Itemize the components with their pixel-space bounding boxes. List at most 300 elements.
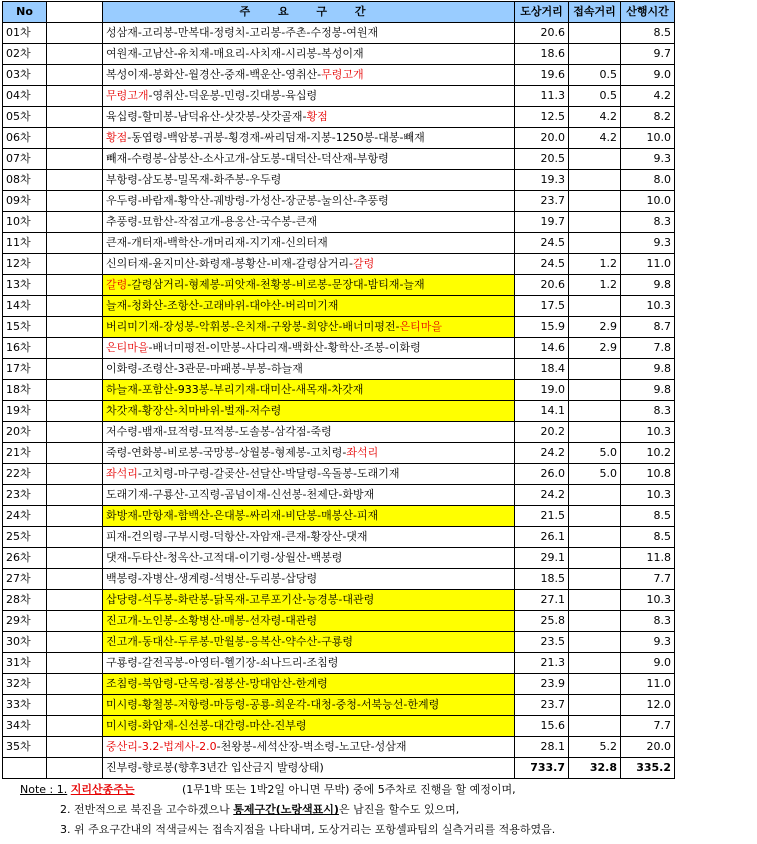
total-row <box>3 758 675 779</box>
row-dist-cell: 20.2 <box>515 422 569 443</box>
row-route-cell <box>103 611 515 632</box>
row-dist-cell: 12.5 <box>515 107 569 128</box>
row-route-cell <box>103 296 515 317</box>
row-dist-cell: 20.0 <box>515 128 569 149</box>
row-time-cell: 9.3 <box>621 632 675 653</box>
row-time-cell: 8.5 <box>621 23 675 44</box>
row-access-cell <box>569 359 621 380</box>
row-no-cell: 21차 <box>3 443 47 464</box>
table-row <box>3 65 675 86</box>
row-route-cell <box>103 401 515 422</box>
route-text: 진고개-동대산-두루봉-만월봉-응복산-약수산-구룡령 <box>106 635 353 648</box>
note-2-pre: 2. 전반적으로 북진을 고수하겠으나 <box>60 803 230 816</box>
access-point-text: 황점 <box>106 131 128 144</box>
row-time-cell: 9.8 <box>621 380 675 401</box>
row-route-cell <box>103 380 515 401</box>
row-no-cell: 27차 <box>3 569 47 590</box>
row-access-cell <box>569 506 621 527</box>
row-route-cell <box>103 128 515 149</box>
row-route-cell <box>103 86 515 107</box>
row-blank-cell <box>47 422 103 443</box>
row-time-cell: 20.0 <box>621 737 675 758</box>
route-text: 댓재-두타산-청옥산-고적대-이기령-상월산-백봉령 <box>106 551 343 564</box>
row-route-cell <box>103 233 515 254</box>
route-text: 이화령-조령산-3관문-마패봉-부봉-하늘재 <box>106 362 303 375</box>
row-dist-cell: 28.1 <box>515 737 569 758</box>
access-point-text: 무령고개 <box>106 89 149 102</box>
total-access-cell: 32.8 <box>569 758 621 779</box>
table-row <box>3 569 675 590</box>
row-no-cell: 23차 <box>3 485 47 506</box>
row-no-cell: 17차 <box>3 359 47 380</box>
route-text: 화방재-만항재-함백산-은대봉-싸리재-비단봉-매봉산-피재 <box>106 509 379 522</box>
row-dist-cell: 24.5 <box>515 233 569 254</box>
row-time-cell: 8.3 <box>621 401 675 422</box>
row-dist-cell: 26.0 <box>515 464 569 485</box>
row-dist-cell: 24.2 <box>515 485 569 506</box>
row-dist-cell: 19.7 <box>515 212 569 233</box>
row-no-cell: 28차 <box>3 590 47 611</box>
row-no-cell: 29차 <box>3 611 47 632</box>
row-blank-cell <box>47 737 103 758</box>
row-no-cell: 03차 <box>3 65 47 86</box>
row-dist-cell: 20.5 <box>515 149 569 170</box>
row-dist-cell: 26.1 <box>515 527 569 548</box>
row-dist-cell: 27.1 <box>515 590 569 611</box>
route-text: 피재-건의령-구부시령-덕항산-자암재-큰재-황장산-댓재 <box>106 530 368 543</box>
row-dist-cell: 17.5 <box>515 296 569 317</box>
row-no-cell: 16차 <box>3 338 47 359</box>
row-access-cell <box>569 590 621 611</box>
route-text: -갈령삼거리-형제봉-피앗재-천황봉-비로봉-문장대-밤티재-늘재 <box>127 278 425 291</box>
header-hike-time: 산행시간 <box>621 2 675 23</box>
header-route: 주 요 구 간 <box>103 2 515 23</box>
row-dist-cell: 23.7 <box>515 191 569 212</box>
row-dist-cell: 19.6 <box>515 65 569 86</box>
row-dist-cell: 21.5 <box>515 506 569 527</box>
row-dist-cell: 29.1 <box>515 548 569 569</box>
table-row <box>3 149 675 170</box>
row-time-cell: 7.8 <box>621 338 675 359</box>
row-blank-cell <box>47 65 103 86</box>
table-row <box>3 359 675 380</box>
row-route-cell <box>103 569 515 590</box>
table-row <box>3 23 675 44</box>
row-blank-cell <box>47 569 103 590</box>
table-row <box>3 86 675 107</box>
row-time-cell: 10.0 <box>621 128 675 149</box>
table-row <box>3 317 675 338</box>
row-time-cell: 8.5 <box>621 506 675 527</box>
access-point-text: 황점 <box>306 110 328 123</box>
row-route-cell <box>103 695 515 716</box>
route-text: 버리미기재-장성봉-악휘봉-은치재-구왕봉-희양산-배너미평전- <box>106 320 400 333</box>
route-text: 성삼재-고리봉-만복대-정령치-고리봉-주촌-수정봉-여원재 <box>106 26 379 39</box>
row-no-cell: 30차 <box>3 632 47 653</box>
row-no-cell: 02차 <box>3 44 47 65</box>
row-time-cell: 10.3 <box>621 590 675 611</box>
row-dist-cell: 18.4 <box>515 359 569 380</box>
row-blank-cell <box>47 380 103 401</box>
row-no-cell: 19차 <box>3 401 47 422</box>
row-time-cell: 10.3 <box>621 296 675 317</box>
row-route-cell <box>103 632 515 653</box>
total-dist-cell: 733.7 <box>515 758 569 779</box>
row-time-cell: 7.7 <box>621 716 675 737</box>
table-row <box>3 527 675 548</box>
row-dist-cell: 24.5 <box>515 254 569 275</box>
row-access-cell: 4.2 <box>569 107 621 128</box>
row-blank-cell <box>47 443 103 464</box>
row-time-cell: 8.0 <box>621 170 675 191</box>
row-access-cell <box>569 44 621 65</box>
row-blank-cell <box>47 233 103 254</box>
row-dist-cell: 18.5 <box>515 569 569 590</box>
access-point-text: 무령고개 <box>321 68 364 81</box>
total-blank-cell <box>47 758 103 779</box>
table-row <box>3 653 675 674</box>
table-row <box>3 128 675 149</box>
row-access-cell <box>569 611 621 632</box>
row-route-cell <box>103 44 515 65</box>
access-point-text: 은티마을 <box>106 341 149 354</box>
table-row <box>3 716 675 737</box>
row-access-cell <box>569 233 621 254</box>
row-access-cell: 0.5 <box>569 65 621 86</box>
route-text: -배너미평전-이만봉-사다리재-백화산-황학산-조봉-이화령 <box>148 341 421 354</box>
table-row <box>3 275 675 296</box>
row-route-cell <box>103 443 515 464</box>
header-blank <box>47 2 103 23</box>
row-route-cell <box>103 527 515 548</box>
route-text: 신의터재-윤지미산-화령재-봉황산-비재-갈령삼거리- <box>106 257 353 270</box>
row-route-cell <box>103 275 515 296</box>
note-2-bold: 통제구간(노랑색표시) <box>233 803 339 816</box>
row-blank-cell <box>47 716 103 737</box>
route-text: 차갓재-황장산-치마바위-벌재-저수령 <box>106 404 282 417</box>
route-text: 육십령-할미봉-남덕유산-삿갓봉-삿갓골재- <box>106 110 307 123</box>
table-row <box>3 443 675 464</box>
note-line-1 <box>20 780 755 800</box>
row-blank-cell <box>47 275 103 296</box>
row-dist-cell: 25.8 <box>515 611 569 632</box>
row-time-cell: 9.8 <box>621 359 675 380</box>
route-text: 큰재-개터재-백학산-개머리재-지기재-신의터재 <box>106 236 328 249</box>
note-1-bold: 지리산종주는 <box>70 783 135 796</box>
route-text: 미시령-화암재-신선봉-대간령-마산-진부령 <box>106 719 307 732</box>
note-line-2 <box>20 800 755 820</box>
table-row <box>3 338 675 359</box>
row-access-cell <box>569 296 621 317</box>
row-time-cell: 11.0 <box>621 674 675 695</box>
total-route-cell: 진부령-향로봉(향후3년간 입산금지 발령상태) <box>103 758 515 779</box>
row-access-cell <box>569 527 621 548</box>
row-access-cell: 5.2 <box>569 737 621 758</box>
table-row <box>3 737 675 758</box>
row-blank-cell <box>47 23 103 44</box>
row-route-cell <box>103 359 515 380</box>
row-no-cell: 22차 <box>3 464 47 485</box>
route-text: 늘재-청화산-조항산-고래바위-대야산-버리미기재 <box>106 299 339 312</box>
table-row <box>3 401 675 422</box>
note-2-rest: 은 남진을 할수도 있으며, <box>338 803 460 816</box>
route-text: 추풍령-묘함산-작점고개-용옹산-국수봉-큰재 <box>106 215 318 228</box>
row-time-cell: 10.0 <box>621 191 675 212</box>
route-text: 조침령-북암령-단목령-점봉산-망대암산-한계령 <box>106 677 328 690</box>
row-no-cell: 09차 <box>3 191 47 212</box>
route-text: 진고개-노인봉-소황병산-매봉-선자령-대관령 <box>106 614 318 627</box>
row-access-cell <box>569 548 621 569</box>
header-access-distance: 접속거리 <box>569 2 621 23</box>
row-access-cell: 5.0 <box>569 464 621 485</box>
row-route-cell <box>103 107 515 128</box>
row-blank-cell <box>47 44 103 65</box>
row-route-cell <box>103 653 515 674</box>
row-blank-cell <box>47 212 103 233</box>
row-access-cell <box>569 170 621 191</box>
route-text: -동엽령-백암봉-귀봉-횡경재-싸리덤재-지봉-1250봉-대봉-빼재 <box>127 131 425 144</box>
route-text: 구룡령-갈전곡봉-아영터-헬기장-쇠나드리-조침령 <box>106 656 339 669</box>
row-access-cell: 2.9 <box>569 338 621 359</box>
row-dist-cell: 24.2 <box>515 443 569 464</box>
row-blank-cell <box>47 548 103 569</box>
row-time-cell: 11.0 <box>621 254 675 275</box>
row-time-cell: 8.3 <box>621 212 675 233</box>
row-access-cell <box>569 569 621 590</box>
row-route-cell <box>103 674 515 695</box>
row-no-cell: 25차 <box>3 527 47 548</box>
table-row <box>3 506 675 527</box>
note-1-rest: (1무1박 또는 1박2일 아니면 무박) 중에 5주차로 진행을 할 예정이며, <box>182 783 516 796</box>
table-row <box>3 695 675 716</box>
route-text: 여원재-고남산-유치재-매요리-사치재-시리봉-복성이재 <box>106 47 364 60</box>
row-no-cell: 01차 <box>3 23 47 44</box>
row-blank-cell <box>47 527 103 548</box>
table-row <box>3 485 675 506</box>
row-no-cell: 32차 <box>3 674 47 695</box>
row-blank-cell <box>47 506 103 527</box>
row-dist-cell: 15.9 <box>515 317 569 338</box>
row-access-cell <box>569 212 621 233</box>
row-time-cell: 4.2 <box>621 86 675 107</box>
access-point-text: 좌석리 <box>346 446 379 459</box>
access-point-text: 갈령 <box>352 257 375 270</box>
row-blank-cell <box>47 338 103 359</box>
table-row <box>3 191 675 212</box>
row-no-cell: 05차 <box>3 107 47 128</box>
row-access-cell <box>569 632 621 653</box>
row-access-cell: 5.0 <box>569 443 621 464</box>
row-access-cell: 1.2 <box>569 275 621 296</box>
header-no: No <box>3 2 47 23</box>
row-time-cell: 10.3 <box>621 485 675 506</box>
route-text: 빼재-수령봉-삼봉산-소사고개-삼도봉-대덕산-덕산재-부항령 <box>106 152 389 165</box>
note-3: 3. 위 주요구간내의 적색글씨는 접속지점을 나타내며, 도상거리는 포항셀파팀의 실측거리를 적용하였음. <box>60 823 556 836</box>
route-text: 저수령-뱀재-묘적령-묘적봉-도솔봉-삼각점-죽령 <box>106 425 332 438</box>
row-blank-cell <box>47 191 103 212</box>
row-blank-cell <box>47 170 103 191</box>
row-access-cell <box>569 149 621 170</box>
row-blank-cell <box>47 317 103 338</box>
row-time-cell: 9.3 <box>621 149 675 170</box>
route-text: -천왕봉-세석산장-벽소령-노고단-성삼재 <box>216 740 407 753</box>
row-time-cell: 9.7 <box>621 44 675 65</box>
row-route-cell <box>103 149 515 170</box>
row-route-cell <box>103 590 515 611</box>
row-blank-cell <box>47 401 103 422</box>
note-label: Note : 1. <box>20 783 68 796</box>
row-dist-cell: 19.0 <box>515 380 569 401</box>
route-text: 백봉령-자병산-생계령-석병산-두리봉-삽당령 <box>106 572 318 585</box>
row-blank-cell <box>47 359 103 380</box>
row-route-cell <box>103 548 515 569</box>
row-route-cell <box>103 191 515 212</box>
row-no-cell: 35차 <box>3 737 47 758</box>
route-text: -고치령-마구령-갈곶산-선달산-박달령-옥돌봉-도래기재 <box>137 467 400 480</box>
table-row <box>3 464 675 485</box>
row-route-cell <box>103 716 515 737</box>
route-text: 부항령-삼도봉-밀목재-화주봉-우두령 <box>106 173 282 186</box>
row-no-cell: 20차 <box>3 422 47 443</box>
table-row <box>3 590 675 611</box>
route-text: 미시령-황철봉-저항령-마등령-공룡-희운각-대청-중청-서북능선-한계령 <box>106 698 440 711</box>
row-time-cell: 10.8 <box>621 464 675 485</box>
row-dist-cell: 14.1 <box>515 401 569 422</box>
row-access-cell <box>569 485 621 506</box>
row-dist-cell: 14.6 <box>515 338 569 359</box>
row-no-cell: 14차 <box>3 296 47 317</box>
row-access-cell <box>569 401 621 422</box>
row-blank-cell <box>47 128 103 149</box>
access-point-text: 중산리-3.2-법계사-2.0 <box>106 740 217 753</box>
table-row <box>3 632 675 653</box>
row-route-cell <box>103 485 515 506</box>
row-time-cell: 12.0 <box>621 695 675 716</box>
row-access-cell: 2.9 <box>569 317 621 338</box>
route-table <box>2 1 675 779</box>
row-access-cell <box>569 653 621 674</box>
row-time-cell: 10.3 <box>621 422 675 443</box>
row-time-cell: 9.0 <box>621 653 675 674</box>
access-point-text: 은티마을 <box>399 320 442 333</box>
row-no-cell: 12차 <box>3 254 47 275</box>
row-dist-cell: 23.5 <box>515 632 569 653</box>
access-point-text: 갈령 <box>106 278 128 291</box>
row-dist-cell: 20.6 <box>515 275 569 296</box>
row-route-cell <box>103 464 515 485</box>
row-access-cell: 1.2 <box>569 254 621 275</box>
table-row <box>3 107 675 128</box>
row-time-cell: 9.3 <box>621 233 675 254</box>
row-no-cell: 26차 <box>3 548 47 569</box>
route-text: 삽당령-석두봉-화란봉-닭목재-고루포기산-능경봉-대관령 <box>106 593 375 606</box>
row-no-cell: 10차 <box>3 212 47 233</box>
row-dist-cell: 15.6 <box>515 716 569 737</box>
row-no-cell: 06차 <box>3 128 47 149</box>
row-access-cell: 4.2 <box>569 128 621 149</box>
table-row <box>3 44 675 65</box>
row-route-cell <box>103 422 515 443</box>
row-blank-cell <box>47 464 103 485</box>
row-access-cell <box>569 191 621 212</box>
row-blank-cell <box>47 653 103 674</box>
row-access-cell <box>569 674 621 695</box>
row-access-cell <box>569 716 621 737</box>
row-dist-cell: 23.7 <box>515 695 569 716</box>
table-row <box>3 548 675 569</box>
row-no-cell: 08차 <box>3 170 47 191</box>
row-access-cell <box>569 23 621 44</box>
row-blank-cell <box>47 674 103 695</box>
row-route-cell <box>103 23 515 44</box>
row-route-cell <box>103 737 515 758</box>
row-time-cell: 9.0 <box>621 65 675 86</box>
row-dist-cell: 18.6 <box>515 44 569 65</box>
row-access-cell <box>569 380 621 401</box>
row-blank-cell <box>47 296 103 317</box>
row-no-cell: 07차 <box>3 149 47 170</box>
table-row <box>3 296 675 317</box>
table-row <box>3 170 675 191</box>
row-no-cell: 13차 <box>3 275 47 296</box>
row-access-cell <box>569 422 621 443</box>
row-blank-cell <box>47 254 103 275</box>
table-body <box>3 23 675 758</box>
row-blank-cell <box>47 485 103 506</box>
row-time-cell: 8.2 <box>621 107 675 128</box>
total-no-cell <box>3 758 47 779</box>
row-access-cell <box>569 695 621 716</box>
row-no-cell: 15차 <box>3 317 47 338</box>
row-route-cell <box>103 212 515 233</box>
table-row <box>3 611 675 632</box>
row-no-cell: 24차 <box>3 506 47 527</box>
row-blank-cell <box>47 107 103 128</box>
row-dist-cell: 23.9 <box>515 674 569 695</box>
total-time-cell: 335.2 <box>621 758 675 779</box>
row-no-cell: 04차 <box>3 86 47 107</box>
row-time-cell: 11.8 <box>621 548 675 569</box>
row-route-cell <box>103 254 515 275</box>
row-blank-cell <box>47 695 103 716</box>
row-route-cell <box>103 317 515 338</box>
row-dist-cell: 21.3 <box>515 653 569 674</box>
table-row <box>3 380 675 401</box>
row-dist-cell: 11.3 <box>515 86 569 107</box>
row-blank-cell <box>47 632 103 653</box>
row-blank-cell <box>47 611 103 632</box>
route-text: 도래기재-구룡산-고직령-곰넘이재-신선봉-천제단-화방재 <box>106 488 375 501</box>
route-text: 죽령-연화봉-비로봉-국망봉-상월봉-형제봉-고치령- <box>106 446 347 459</box>
row-route-cell <box>103 170 515 191</box>
notes-section <box>20 780 755 840</box>
row-time-cell: 8.3 <box>621 611 675 632</box>
row-dist-cell: 20.6 <box>515 23 569 44</box>
header-road-distance: 도상거리 <box>515 2 569 23</box>
row-no-cell: 31차 <box>3 653 47 674</box>
route-text: 우두령-바람재-황악산-궤방령-가성산-장군봉-눌의산-추풍령 <box>106 194 389 207</box>
table-row <box>3 212 675 233</box>
route-text: 하늘재-포함산-933봉-부리기재-대미산-새목재-차갓재 <box>106 383 364 396</box>
access-point-text: 좌석리 <box>106 467 138 480</box>
note-line-3 <box>20 820 755 840</box>
row-no-cell: 34차 <box>3 716 47 737</box>
row-access-cell: 0.5 <box>569 86 621 107</box>
route-text: -영취산-덕운봉-민령-깃대봉-육십령 <box>148 89 318 102</box>
row-route-cell <box>103 506 515 527</box>
row-blank-cell <box>47 86 103 107</box>
table-row <box>3 254 675 275</box>
